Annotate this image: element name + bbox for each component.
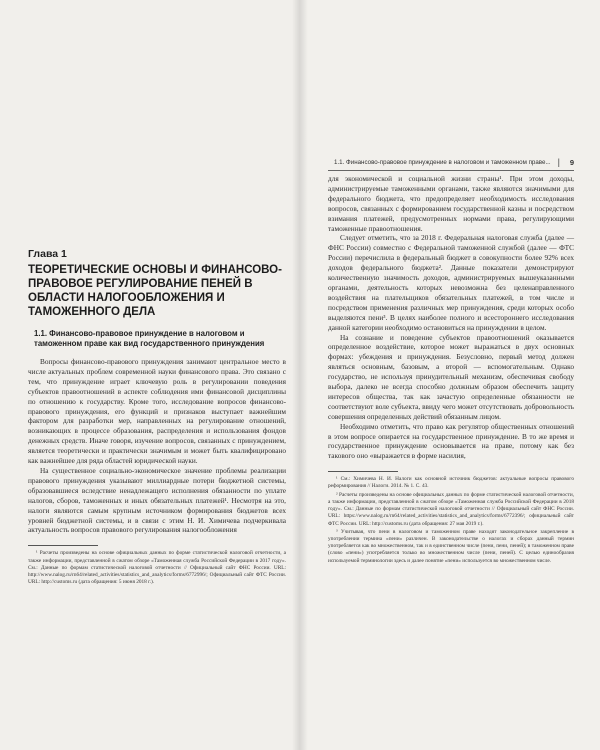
paragraph: На сознание и поведение субъектов правоотношений оказывается определенное воздействие, которое может выражаться в двух основных формах: убеждения и принуждения. Безусловно, первый метод должен являться основным, базовым, а второй — вспомогательным. Однако государство, не используя принудительный механизм, обеспечивая свободу выбора, далеко не всегда способно должным образом обеспечить защиту интересов общества, так как зачастую определенные обязанности не соответствуют воле субъекта, ввиду чего может отсутствовать добровольность совершения определенных действий обязанным лицом. (328, 332, 574, 421)
footnote: ³ Учитывая, что пени в налоговом и таможенном праве находят законодательное закрепление в употреблении термина «пени» различен. В законодательстве о налогах и сборах данный термин употребляется как во множественном, так и в единственном числе (пени, пени, пеней); в таможенном праве (слово «пени») употребляется только во множественном числе (пени, пеней). С целью единообразия используемой терминологии здесь и далее понятие «пени» используется во множественном числе. (328, 528, 574, 564)
footnote-divider (28, 545, 98, 546)
footnote: ¹ Расчеты произведены на основе официальных данных по форме статистической налоговой отчетности, а также информации, представленной в сжатом обзоре «Таможенная служба Российской Федерации в 2017 году». См.: Данные по формам статистической налоговой отчетности // Официальный сайт ФНС России. URL: http://www.nalog.ru/rn64/related_activities/statistics_and_analytics/forms/6772996/; Официальный сайт ФТС России. URL: http://customs.ru (дата обращения: 5 июня 2018 г.). (28, 550, 286, 586)
book-gutter (292, 0, 308, 750)
page-number: 9 (569, 158, 574, 167)
section-heading: 1.1. Финансово-правовое принуждение в налоговом и таможенном праве как вид государственного принуждения (34, 329, 265, 348)
paragraph: Следует отметить, что за 2018 г. Федеральная налоговая служба (далее — ФНС России) совместно с Федеральной таможенной службой (далее — ФТС России) перечислила в федеральный бюджет в совокупности более 92% всех доходов федерального бюджета². Данные показатели демонстрируют количественную значимость доходов, администрируемых вышеуказанными органами, деятельность которых невозможна без целенаправленного воздействия на плательщиков обязательных платежей, в том числе и посредством применения различных мер принуждения, среди которых особо выделяются пени³. В целях наиболее полного и всестороннего исследования данной категории необходимо остановиться на принуждении в целом. (328, 233, 574, 332)
footnote-divider (328, 471, 398, 472)
paragraph: для экономической и социальной жизни страны¹. При этом доходы, администрируемые таможенными органами, также являются значимыми для федерального бюджета, что предопределяет необходимость исследования вопросов, связанных с формированием государственной казны и посредством взимания платежей, предусмотренных нормами права, регулирующими таможенные правоотношения. (328, 174, 574, 233)
paragraph: На существенное социально-экономическое значение проблемы реализации правового принуждения указывают миллиардные потери бюджетной системы, образовавшиеся вследствие ненадлежащего исполнения обязанности по уплате налогов, сборов, таможенных и иных обязательных платежей¹. Несмотря на это, налоги являются самым крупным источником формирования бюджетов всех уровней бюджетной системы, и в связи с этим Н. И. Химичева подчеркивала актуальность вопросов правового регулирования налогообложения (28, 465, 286, 535)
left-body-text (28, 357, 286, 535)
running-head-separator: | (557, 157, 560, 167)
paragraph: Вопросы финансово-правового принуждения занимают центральное место в числе актуальных проблем современной науки финансового права. Это связано с тем, что принуждение играет ключевую роль в регулировании поведения субъектов правоотношений в аспекте соблюдения ими финансовой дисциплины по отношению к государству. Кроме того, исследование вопросов финансово-правового принуждения, его функций и признаков выступает важнейшим фактором для разработки мер, направленных на регулирование отношений, возникающих в процессе образования, распределения и использования фондов денежных средств. Иначе говоря, изучение вопросов, связанных с принуждением, является теоретически и практически значимым и может быть квалифицировано как важнейшее для ряда областей юридической науки. (28, 357, 286, 466)
running-head-title: 1.1. Финансово-правовое принуждение в налоговом и таможенном праве... (334, 159, 551, 166)
chapter-title: ТЕОРЕТИЧЕСКИЕ ОСНОВЫ И ФИНАНСОВО-ПРАВОВОЕ РЕГУЛИРОВАНИЕ ПЕНЕЙ В ОБЛАСТИ НАЛОГООБЛОЖЕНИЯ И ТАМОЖЕННОГО ДЕЛА (28, 264, 282, 318)
footnote: ¹ См.: Химичева Н. И. Налоги как основной источник бюджетов: актуальные вопросы правового реформирования // Налоги. 2014. № 1. С. 43. (328, 476, 574, 490)
running-head (328, 158, 574, 171)
right-body-text (328, 174, 574, 461)
chapter-label: Глава 1 (28, 248, 67, 260)
footnote: ² Расчеты произведены на основе официальных данных по форме статистической налоговой отчетности, а также информации, представленной в сжатом обзоре «Таможенная служба Российской Федерации в 2018 году». См.: Данные по формам статистической налоговой отчетности // Официальный сайт ФНС России. URL: https://www.nalog.ru/rn64/related_activities/statistics_and_analytics/forms/6772396/; официальный сайт ФТС России. URL: http://customs.ru (дата обращения: 27 мая 2019 г.). (328, 491, 574, 527)
right-page (300, 0, 600, 750)
paragraph: Необходимо отметить, что право как регулятор общественных отношений в этом вопросе опирается на государственное принуждение. В то же время и государственное принуждение основывается на праве, потому как без такового оно «выражается в форме насилия, (328, 421, 574, 461)
